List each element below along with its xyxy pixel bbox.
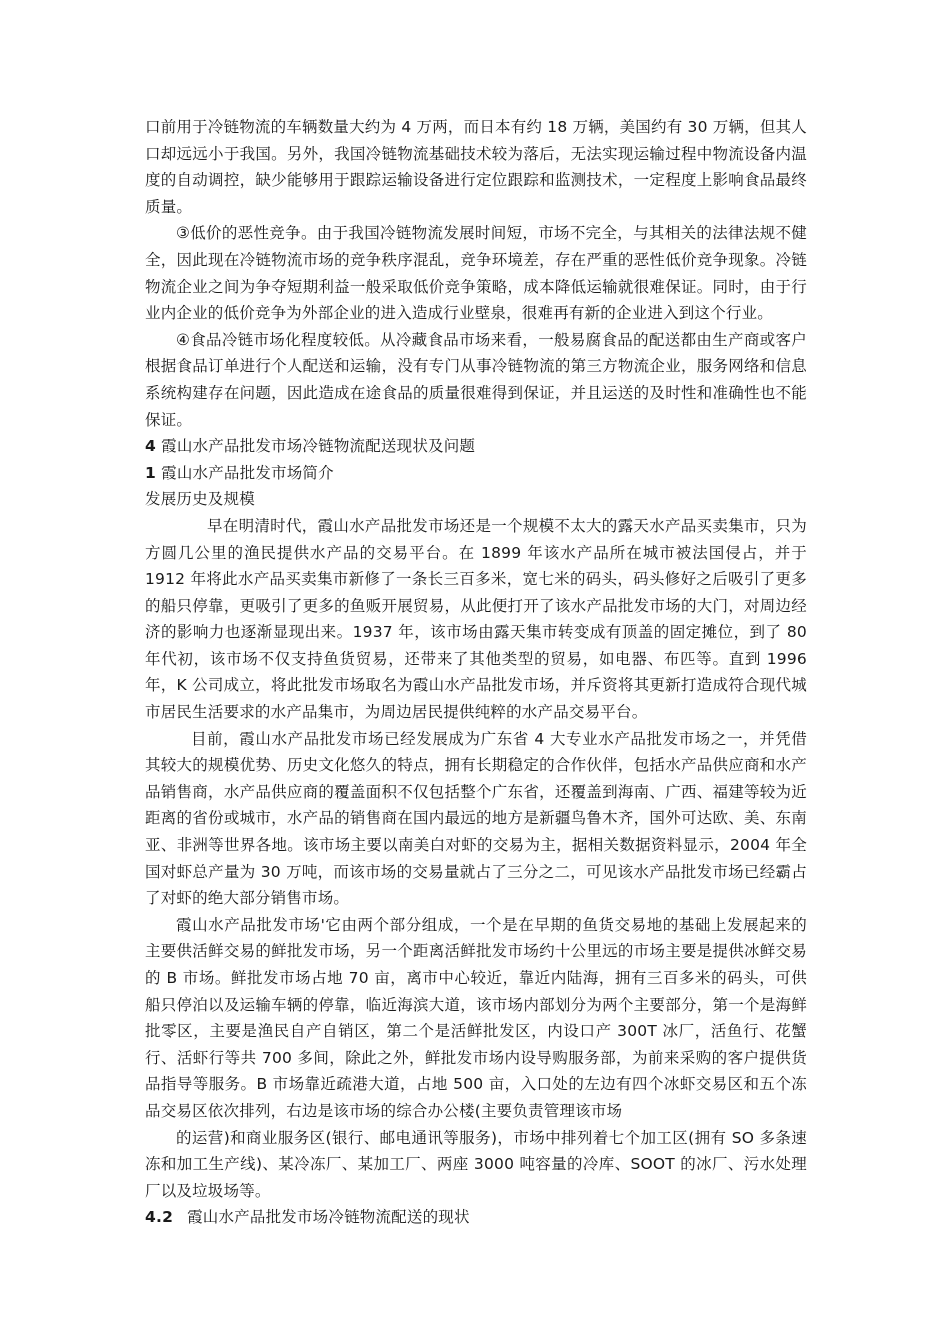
subsection-title: 霞山水产品批发市场简介	[156, 463, 334, 482]
section-number-4-2: 4.2	[145, 1208, 174, 1227]
section-heading-4-2	[145, 1204, 807, 1231]
document-body	[145, 114, 807, 1231]
subsection-number: 1	[145, 463, 156, 482]
paragraph-marketization: ④食品冷链市场化程度较低。从冷藏食品市场来看，一般易腐食品的配送都由生产商或客户根据食品订单进行个人配送和运输，没有专门从事冷链物流的第三方物流企业，服务网络和信息系统构建存在问题，因此造成在途食品的质量很难得到保证，并且运送的及时性和准确性也不能保证。	[145, 330, 807, 429]
paragraph-price-competition: ③低价的恶性竞争。由于我国冷链物流发展时间短，市场不完全，与其相关的法律法规不健全，因此现在冷链物流市场的竞争秩序混乱，竞争环境差，存在严重的恶性低价竞争现象。冷链物流企业之间为争夺短期利益一般采取低价竞争策略，成本降低运输就很难保证。同时，由于行业内企业的低价竞争为外部企业的进入造成行业壁泉，很难再有新的企业进入到这个行业。	[145, 224, 807, 323]
paragraph-vehicle-stats: 口前用于冷链物流的车辆数量大约为 4 万两，而日本有约 18 万辆，美国约有 30 万辆，但其人口却远远小于我国。另外，我国冷链物流基础技术较为落后，无法实现运输过程中物流设备内温度的自动调控，缺少能够用于跟踪运输设备进行定位跟踪和监测技术，一定程度上影响食品最终质量。	[145, 118, 807, 216]
section-title-4-2: 霞山水产品批发市场冷链物流配送的现状	[187, 1208, 470, 1227]
paragraph-composition: 霞山水产品批发市场'它由两个部分组成，一个是在早期的鱼货交易地的基础上发展起来的主要供活鲜交易的鲜批发市场，另一个距离活鲜批发市场约十公里远的市场主要是提供冰鲜交易的 B 市场。鲜批发市场占地 70 亩，离市中心较近，靠近内陆海，拥有三百多米的码头，可供船只停泊以及运输车辆的停靠，临近海滨大道，该市场内部划分为两个主要部分，第一个是海鲜批零区，主要是渔民自产自销区，第二个是活鲜批发区，内设口产 300T 冰厂，活鱼行、花蟹行、活虾行等共 700 多间，除此之外，鲜批发市场内设导购服务部，为前来采购的客户提供货品指导等服务。B 市场靠近疏港大道，占地 500 亩，入口处的左边有四个冰虾交易区和五个冻品交易区依次排列，右边是该市场的综合办公楼(主要负责管理该市场	[145, 915, 807, 1120]
paragraph-current-status: 目前，霞山水产品批发市场已经发展成为广东省 4 大专业水产品批发市场之一，并凭借其较大的规模优势、历史文化悠久的特点，拥有长期稳定的合作伙伴，包括水产品供应商和水产品销售商，水产品供应商的覆盖面积不仅包括整个广东省，还覆盖到海南、广西、福建等较为近距离的省份或城市，水产品的销售商在国内最远的地方是新疆鸟鲁木齐，国外可达欧、美、东南亚、非洲等世界各地。该市场主要以南美白对虾的交易为主，据相关数据资料显示，2004 年全国对虾总产量为 30 万吨，而该市场的交易量就占了三分之二，可见该水产品批发市场已经霸占了对虾的绝大部分销售市场。	[145, 729, 807, 908]
section-number: 4	[145, 437, 156, 456]
subsubsection-heading: 发展历史及规模	[145, 490, 255, 509]
section-title: 霞山水产品批发市场冷链物流配送现状及问题	[156, 437, 476, 456]
section-heading-4	[145, 433, 807, 460]
subsection-heading-1	[145, 460, 807, 487]
paragraph-composition-cont: 的运营)和商业服务区(银行、邮电通讯等服务)，市场中排列着七个加工区(拥有 SO 多条速冻和加工生产线)、某冷冻厂、某加工厂、两座 3000 吨容量的冷库、SOOT 的冰厂、污水处理厂以及垃圾场等。	[145, 1128, 807, 1200]
paragraph-history: 早在明清时代，霞山水产品批发市场还是一个规模不太大的露天水产品买卖集市，只为方圆几公里的渔民提供水产品的交易平台。在 1899 年该水产品所在城市被法国侵占，并于 1912 年将此水产品买卖集市新修了一条长三百多米，宽七米的码头，码头修好之后吸引了更多的船只停靠，更吸引了更多的鱼贩开展贸易，从此便打开了该水产品批发市场的大门，对周边经济的影响力也逐渐显现出来。1937 年，该市场由露天集市转变成有顶盖的固定摊位，到了 80 年代初，该市场不仅支持鱼货贸易，还带来了其他类型的贸易，如电器、布匹等。直到 1996 年，K 公司成立，将此批发市场取名为霞山水产品批发市场，并斥资将其更新打造成符合现代城市居民生活要求的水产品集市，为周边居民提供纯粹的水产品交易平台。	[145, 516, 807, 722]
